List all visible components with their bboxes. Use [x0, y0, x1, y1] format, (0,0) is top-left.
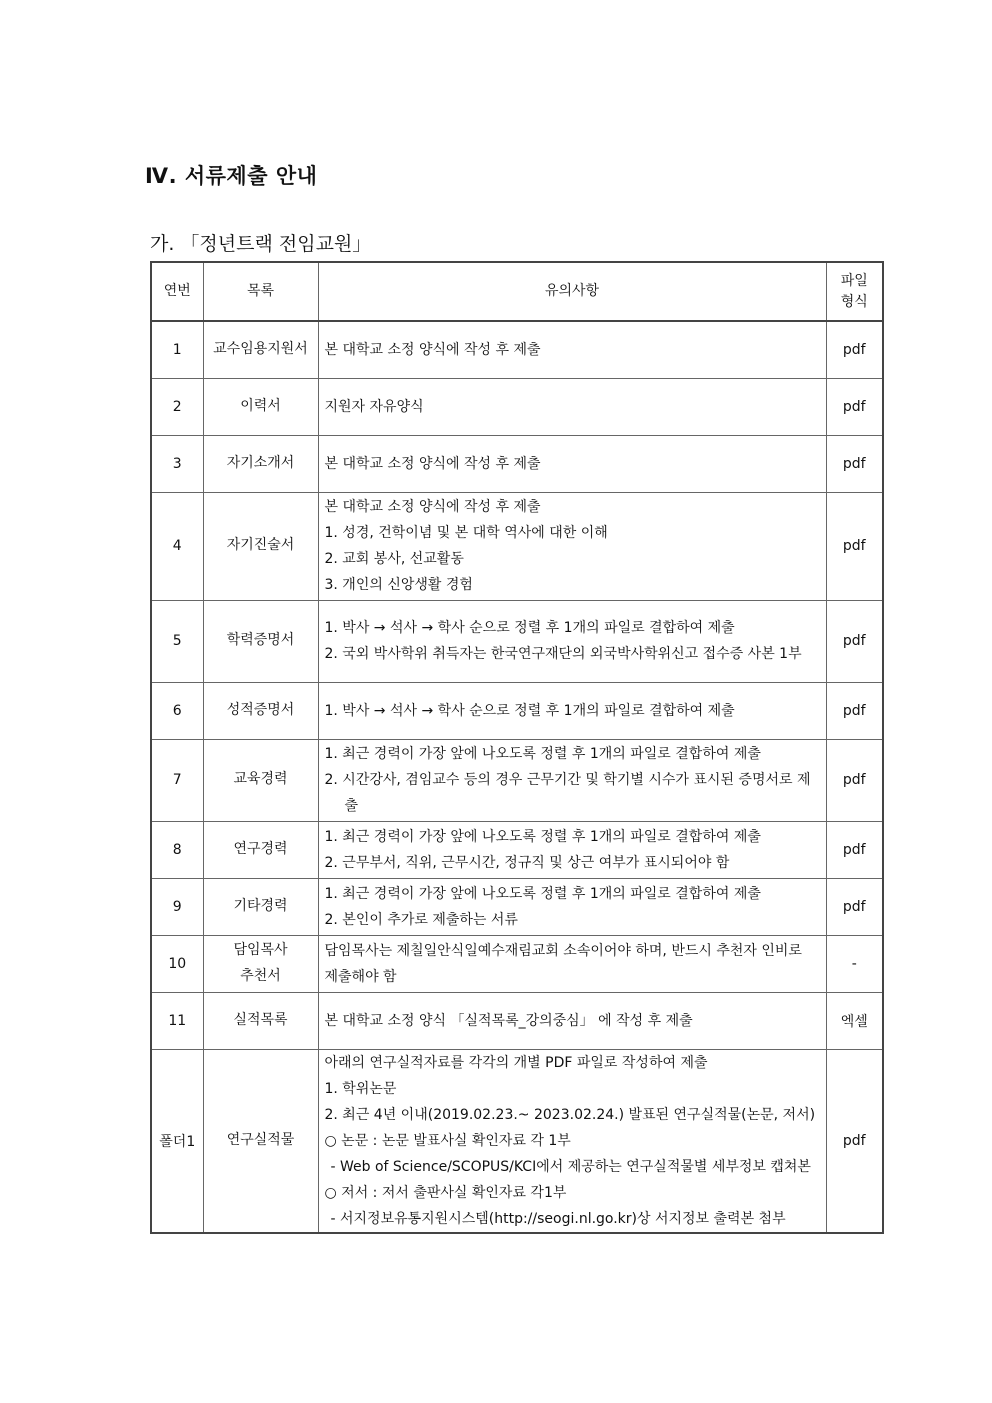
- section-title: Ⅳ. 서류제출 안내: [145, 164, 318, 188]
- document-name: [203, 1049, 318, 1233]
- document-notes: [318, 378, 826, 435]
- note-line: 2. 교회 봉사, 선교활동: [324, 551, 464, 567]
- file-format: pdf: [826, 682, 883, 739]
- note-line: 3. 개인의 신앙생활 경험: [324, 577, 473, 593]
- document-name: [203, 992, 318, 1049]
- note-line: 본 대학교 소정 양식에 작성 후 제출: [324, 499, 541, 515]
- header-format-line: 파일: [840, 272, 868, 289]
- note-line: - Web of Science/SCOPUS/KCI에서 제공하는 연구실적물별 세부정보 캡쳐본: [330, 1158, 811, 1175]
- document-notes: [318, 600, 826, 682]
- note-line: 1. 학위논문: [324, 1080, 397, 1097]
- document-name: [203, 878, 318, 935]
- table-row: [151, 600, 883, 682]
- document-name: [203, 378, 318, 435]
- note-line: 2. 시간강사, 겸임교수 등의 경우 근무기간 및 학기별 시수가 표시된 증명서로 제출: [324, 772, 811, 814]
- document-name-line: 담임목사: [233, 941, 288, 958]
- document-name: [203, 935, 318, 992]
- row-number: 9: [151, 878, 203, 935]
- note-line: 지원자 자유양식: [324, 398, 424, 415]
- table-row: [151, 992, 883, 1049]
- document-name-line: 추천서: [240, 967, 281, 984]
- document-name-line: 성적증명서: [226, 701, 295, 718]
- row-number: 8: [151, 821, 203, 878]
- note-line: 본 대학교 소정 양식 「실적목록_강의중심」 에 작성 후 제출: [324, 1012, 693, 1029]
- document-name: [203, 821, 318, 878]
- note-line: 1. 박사 → 석사 → 학사 순으로 정렬 후 1개의 파일로 결합하여 제출: [324, 702, 735, 719]
- document-notes: [318, 321, 826, 378]
- document-name: [203, 321, 318, 378]
- header-format: [826, 262, 883, 321]
- note-line: 1. 성경, 건학이념 및 본 대학 역사에 대한 이해: [324, 525, 608, 541]
- row-number: 10: [151, 935, 203, 992]
- document-name-line: 자기진술서: [226, 537, 295, 554]
- document-name-line: 기타경력: [233, 897, 288, 914]
- note-line: ○ 논문 : 논문 발표사실 확인자료 각 1부: [324, 1132, 571, 1149]
- header-format-line: 형식: [840, 293, 868, 310]
- table-row: [151, 378, 883, 435]
- document-notes: [318, 1049, 826, 1233]
- note-line: 담임목사는 제칠일안식일예수재림교회 소속이어야 하며, 반드시 추천자 인비로 제출해야 함: [324, 942, 802, 985]
- document-notes: [318, 992, 826, 1049]
- file-format: pdf: [826, 739, 883, 821]
- document-notes: [318, 878, 826, 935]
- document-name-line: 학력증명서: [226, 632, 295, 649]
- row-number: 11: [151, 992, 203, 1049]
- note-line: 본 대학교 소정 양식에 작성 후 제출: [324, 341, 541, 358]
- row-number: 2: [151, 378, 203, 435]
- note-line: 본 대학교 소정 양식에 작성 후 제출: [324, 455, 541, 472]
- note-line: 아래의 연구실적자료를 각각의 개별 PDF 파일로 작성하여 제출: [324, 1054, 708, 1071]
- header-no: 연번: [151, 262, 203, 321]
- table-row: [151, 739, 883, 821]
- note-line: 1. 최근 경력이 가장 앞에 나오도록 정렬 후 1개의 파일로 결합하여 제출: [324, 885, 761, 902]
- note-line: 1. 박사 → 석사 → 학사 순으로 정렬 후 1개의 파일로 결합하여 제출: [324, 620, 735, 636]
- document-name: [203, 435, 318, 492]
- document-name-line: 이력서: [240, 397, 281, 414]
- file-format: pdf: [826, 321, 883, 378]
- file-format: 엑셀: [826, 992, 883, 1049]
- table-row: [151, 935, 883, 992]
- subsection-title: 가. 「정년트랙 전임교원」: [150, 233, 372, 255]
- document-notes: [318, 935, 826, 992]
- table-row: [151, 435, 883, 492]
- file-format: pdf: [826, 492, 883, 600]
- note-line: 2. 근무부서, 직위, 근무시간, 정규직 및 상근 여부가 표시되어야 함: [324, 854, 730, 871]
- document-notes: [318, 739, 826, 821]
- table-row: [151, 492, 883, 600]
- note-line: 1. 최근 경력이 가장 앞에 나오도록 정렬 후 1개의 파일로 결합하여 제출: [324, 828, 761, 845]
- document-name-line: 교수임용지원서: [213, 340, 308, 357]
- file-format: pdf: [826, 1049, 883, 1233]
- row-number: 폴더1: [151, 1049, 203, 1233]
- table-row: [151, 1049, 883, 1233]
- note-line: ○ 저서 : 저서 출판사실 확인자료 각1부: [324, 1184, 567, 1201]
- header-item: 목록: [203, 262, 318, 321]
- document-notes: [318, 682, 826, 739]
- document-notes: [318, 492, 826, 600]
- document-name-line: 자기소개서: [226, 454, 295, 471]
- row-number: 7: [151, 739, 203, 821]
- note-line: 1. 최근 경력이 가장 앞에 나오도록 정렬 후 1개의 파일로 결합하여 제출: [324, 746, 761, 762]
- note-line: 2. 본인이 추가로 제출하는 서류: [324, 911, 518, 928]
- file-format: -: [826, 935, 883, 992]
- document-notes: [318, 821, 826, 878]
- table-row: [151, 682, 883, 739]
- row-number: 1: [151, 321, 203, 378]
- row-number: 4: [151, 492, 203, 600]
- table-header-row: [151, 262, 883, 321]
- note-line: 2. 최근 4년 이내(2019.02.23.~ 2023.02.24.) 발표된 연구실적물(논문, 저서): [324, 1106, 816, 1123]
- table-row: [151, 821, 883, 878]
- table-row: [151, 321, 883, 378]
- documents-table: [150, 261, 884, 1234]
- header-notes: 유의사항: [318, 262, 826, 321]
- row-number: 5: [151, 600, 203, 682]
- note-line: - 서지정보유통지원시스템(http://seogi.nl.go.kr)상 서지정보 출력본 첨부: [330, 1210, 786, 1227]
- note-line: 2. 국외 박사학위 취득자는 한국연구재단의 외국박사학위신고 접수증 사본 1부: [324, 646, 802, 662]
- document-name: [203, 600, 318, 682]
- document-name-line: 교육경력: [233, 771, 288, 788]
- file-format: pdf: [826, 378, 883, 435]
- file-format: pdf: [826, 435, 883, 492]
- document-name-line: 실적목록: [233, 1011, 288, 1028]
- row-number: 6: [151, 682, 203, 739]
- row-number: 3: [151, 435, 203, 492]
- document-name: [203, 739, 318, 821]
- file-format: pdf: [826, 821, 883, 878]
- document-name: [203, 682, 318, 739]
- document-notes: [318, 435, 826, 492]
- document-name-line: 연구경력: [233, 840, 288, 857]
- document-name-line: 연구실적물: [226, 1131, 295, 1148]
- file-format: pdf: [826, 600, 883, 682]
- document-name: [203, 492, 318, 600]
- table-row: [151, 878, 883, 935]
- file-format: pdf: [826, 878, 883, 935]
